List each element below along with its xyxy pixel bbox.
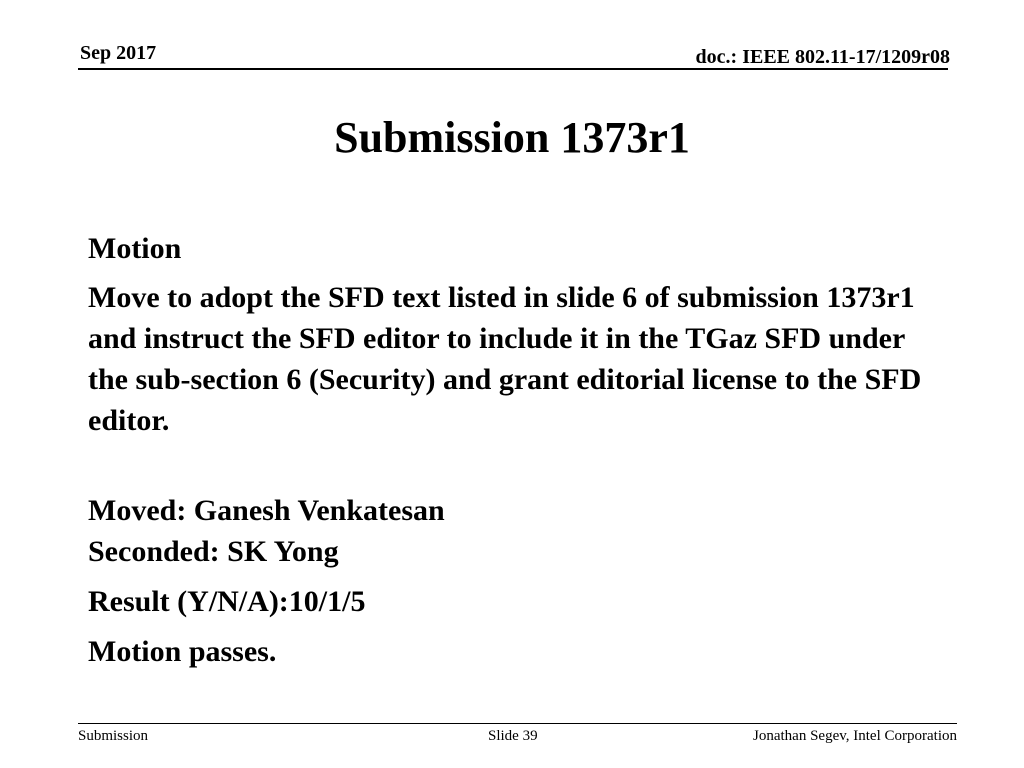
footer-divider [78, 723, 957, 724]
motion-label: Motion [88, 232, 182, 265]
slide-number: Slide 39 [488, 728, 538, 744]
slide-title: Submission 1373r1 [334, 113, 690, 162]
document-id: doc.: IEEE 802.11-17/1209r08 [695, 46, 950, 68]
motion-outcome: Motion passes. [88, 635, 277, 668]
motion-text: Move to adopt the SFD text listed in slide 6 of submission 1373r1 and instruct the SFD editor to include it in the TGaz SFD under the sub-section 6 (Security) and grant editorial license to the SFD editor. [88, 281, 922, 437]
moved-by: Moved: Ganesh Venkatesan [88, 494, 445, 527]
footer-submission: Submission [78, 728, 149, 744]
slide-body [88, 228, 948, 672]
seconded-by: Seconded: SK Yong [88, 535, 339, 568]
header-divider [78, 68, 948, 70]
vote-result: Result (Y/N/A):10/1/5 [88, 585, 366, 618]
header-date: Sep 2017 [80, 42, 157, 64]
footer-author: Jonathan Segev, Intel Corporation [753, 728, 957, 744]
